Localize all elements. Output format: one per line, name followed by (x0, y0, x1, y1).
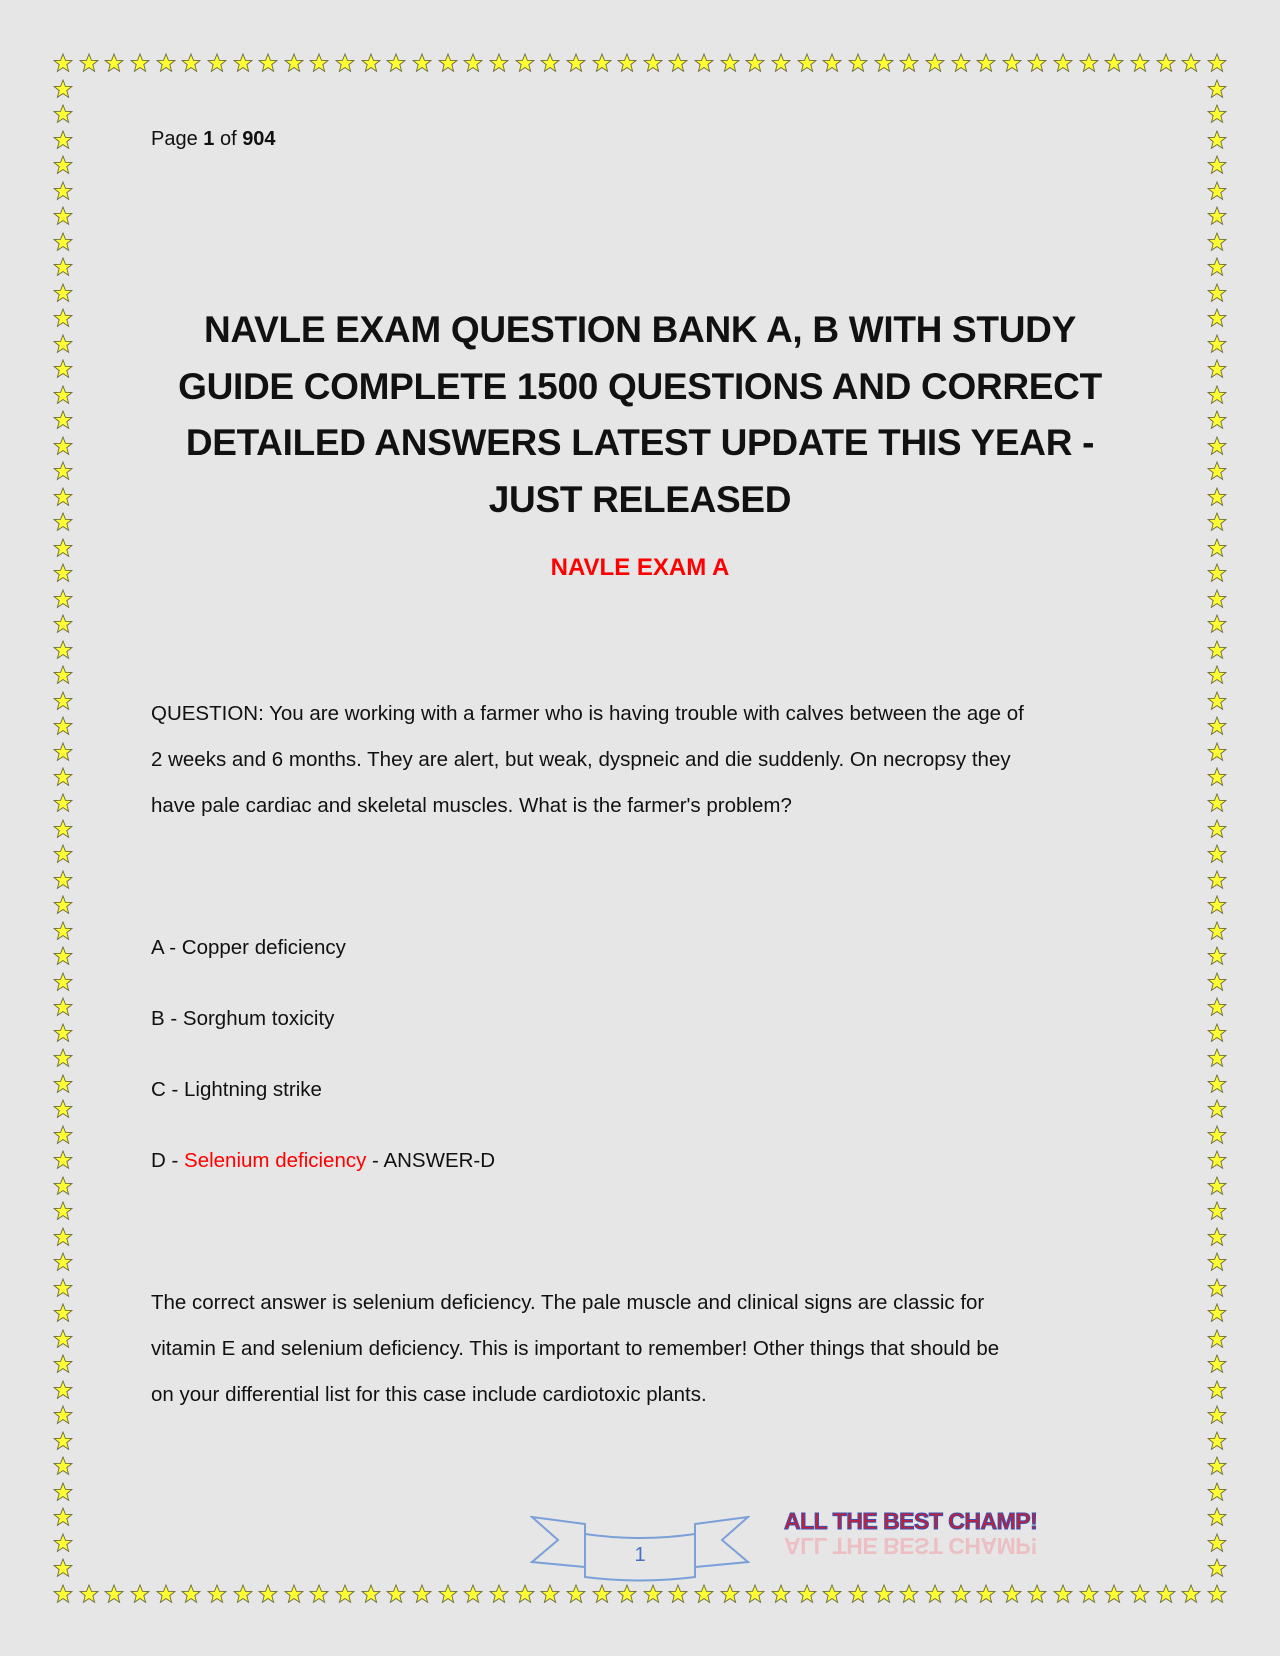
star-icon (53, 79, 73, 99)
star-icon (53, 461, 73, 481)
star-icon (1207, 104, 1227, 124)
star-icon (1207, 589, 1227, 609)
star-icon (874, 1584, 894, 1604)
star-icon (53, 1507, 73, 1527)
star-icon (694, 1584, 714, 1604)
star-icon (53, 181, 73, 201)
star-icon (1207, 359, 1227, 379)
star-icon (53, 895, 73, 915)
option-b: B - Sorghum toxicity (151, 1007, 335, 1030)
star-icon (1207, 1252, 1227, 1272)
star-icon (53, 1252, 73, 1272)
title-line: JUST RELEASED (488, 478, 792, 520)
answer-key: - ANSWER-D (366, 1149, 496, 1172)
motto-reflection: ALL THE BEST CHAMP! (784, 1533, 1038, 1559)
star-icon (515, 53, 535, 73)
page-current: 1 (203, 128, 215, 150)
star-icon (976, 53, 996, 73)
star-icon (1207, 819, 1227, 839)
star-icon (1053, 53, 1073, 73)
star-icon (720, 53, 740, 73)
star-icon (53, 793, 73, 813)
star-icon (181, 53, 201, 73)
star-icon (566, 1584, 586, 1604)
star-icon (412, 53, 432, 73)
title-line: GUIDE COMPLETE 1500 QUESTIONS AND CORRECT (178, 365, 1102, 407)
star-icon (1181, 53, 1201, 73)
star-icon (1207, 436, 1227, 456)
star-icon (79, 1584, 99, 1604)
star-icon (53, 257, 73, 277)
star-icon (720, 1584, 740, 1604)
star-icon (1207, 385, 1227, 405)
title-line: DETAILED ANSWERS LATEST UPDATE THIS YEAR - (185, 422, 1095, 463)
star-icon (53, 614, 73, 634)
star-icon (53, 1201, 73, 1221)
star-icon (1207, 53, 1227, 73)
star-icon (53, 1048, 73, 1068)
page-counter (151, 128, 276, 151)
star-icon (1207, 538, 1227, 558)
star-icon (899, 1584, 919, 1604)
star-icon (540, 1584, 560, 1604)
star-icon (1207, 1533, 1227, 1553)
star-icon (1207, 921, 1227, 941)
star-icon (412, 1584, 432, 1604)
section-heading: NAVLE EXAM A (550, 554, 730, 581)
star-icon (53, 410, 73, 430)
star-icon (53, 563, 73, 583)
star-icon (53, 997, 73, 1017)
star-icon (463, 53, 483, 73)
star-icon (1130, 1584, 1150, 1604)
star-icon (874, 53, 894, 73)
star-icon (1207, 1329, 1227, 1349)
star-icon (1207, 1558, 1227, 1578)
star-icon (1207, 461, 1227, 481)
star-icon (1027, 53, 1047, 73)
option-a: A - Copper deficiency (151, 936, 346, 959)
star-icon (335, 53, 355, 73)
star-icon (1130, 53, 1150, 73)
star-icon (53, 1303, 73, 1323)
star-icon (1207, 181, 1227, 201)
star-icon (1207, 1380, 1227, 1400)
star-icon (53, 844, 73, 864)
star-icon (1156, 1584, 1176, 1604)
star-icon (181, 1584, 201, 1604)
star-icon (53, 1150, 73, 1170)
star-icon (53, 1125, 73, 1145)
star-icon (592, 53, 612, 73)
star-icon (53, 1456, 73, 1476)
star-icon (1079, 1584, 1099, 1604)
star-icon (53, 283, 73, 303)
star-icon (643, 1584, 663, 1604)
star-icon (1207, 1507, 1227, 1527)
star-icon (1156, 53, 1176, 73)
document-title (130, 302, 1150, 528)
star-icon (797, 1584, 817, 1604)
star-icon (284, 53, 304, 73)
question-line: 2 weeks and 6 months. They are alert, but weak, dyspneic and die suddenly. On necropsy they (151, 748, 1011, 771)
motto-text: ALL THE BEST CHAMP! (784, 1508, 1038, 1534)
star-icon (925, 53, 945, 73)
star-icon (1207, 1048, 1227, 1068)
star-icon (53, 155, 73, 175)
star-icon (156, 1584, 176, 1604)
explanation-line: vitamin E and selenium deficiency. This is important to remember! Other things that should be (151, 1337, 1000, 1360)
star-icon (1207, 691, 1227, 711)
star-icon (53, 385, 73, 405)
star-icon (822, 1584, 842, 1604)
option-d (151, 1149, 495, 1173)
star-icon (1207, 563, 1227, 583)
star-icon (1207, 1099, 1227, 1119)
star-icon (489, 53, 509, 73)
star-icon (1207, 512, 1227, 532)
star-icon (1207, 844, 1227, 864)
star-icon (258, 53, 278, 73)
star-icon (489, 1584, 509, 1604)
star-icon (1207, 742, 1227, 762)
star-icon (53, 487, 73, 507)
star-icon (1207, 870, 1227, 890)
star-icon (1207, 232, 1227, 252)
star-icon (592, 1584, 612, 1604)
star-icon (1207, 767, 1227, 787)
star-icon (1104, 53, 1124, 73)
star-icon (617, 53, 637, 73)
star-icon (53, 972, 73, 992)
star-icon (1027, 1584, 1047, 1604)
star-icon (1207, 972, 1227, 992)
star-icon (1207, 334, 1227, 354)
star-icon (53, 538, 73, 558)
star-icon (1207, 1201, 1227, 1221)
star-icon (438, 1584, 458, 1604)
title-line: NAVLE EXAM QUESTION BANK A, B WITH STUDY (204, 309, 1076, 350)
star-icon (53, 819, 73, 839)
star-icon (79, 53, 99, 73)
star-icon (771, 53, 791, 73)
star-icon (386, 53, 406, 73)
star-icon (53, 1533, 73, 1553)
star-icon (207, 1584, 227, 1604)
star-icon (1181, 1584, 1201, 1604)
star-icon (1207, 997, 1227, 1017)
star-icon (53, 640, 73, 660)
star-icon (1207, 1278, 1227, 1298)
star-icon (1207, 1023, 1227, 1043)
star-icon (104, 53, 124, 73)
star-icon (53, 691, 73, 711)
explanation-line: on your differential list for this case include cardiotoxic plants. (151, 1383, 707, 1406)
star-icon (1079, 53, 1099, 73)
star-icon (53, 206, 73, 226)
star-icon (53, 1099, 73, 1119)
star-icon (53, 1380, 73, 1400)
star-icon (53, 921, 73, 941)
star-icon (361, 53, 381, 73)
correct-answer-text: Selenium deficiency (184, 1149, 367, 1172)
star-icon (463, 1584, 483, 1604)
star-icon (1207, 257, 1227, 277)
star-icon (643, 53, 663, 73)
star-icon (233, 53, 253, 73)
footer-page-number: 1 (634, 1544, 646, 1566)
star-icon (1207, 1176, 1227, 1196)
star-icon (1207, 1227, 1227, 1247)
star-icon (53, 1431, 73, 1451)
star-icon (53, 716, 73, 736)
star-icon (925, 1584, 945, 1604)
star-icon (438, 53, 458, 73)
star-icon (53, 130, 73, 150)
star-icon (976, 1584, 996, 1604)
question-line: QUESTION: You are working with a farmer who is having trouble with calves between the age of (151, 702, 1024, 725)
star-icon (53, 308, 73, 328)
star-icon (53, 436, 73, 456)
star-icon (53, 232, 73, 252)
star-icon (386, 1584, 406, 1604)
star-icon (1207, 410, 1227, 430)
star-icon (745, 1584, 765, 1604)
star-icon (822, 53, 842, 73)
star-icon (1207, 283, 1227, 303)
star-icon (1207, 1456, 1227, 1476)
star-icon (53, 1558, 73, 1578)
star-icon (566, 53, 586, 73)
star-icon (515, 1584, 535, 1604)
star-icon (1207, 487, 1227, 507)
star-icon (361, 1584, 381, 1604)
star-icon (848, 53, 868, 73)
star-icon (1207, 206, 1227, 226)
star-icon (668, 53, 688, 73)
star-icon (53, 742, 73, 762)
star-icon (1053, 1584, 1073, 1604)
star-icon (53, 1405, 73, 1425)
star-icon (335, 1584, 355, 1604)
star-icon (1207, 1405, 1227, 1425)
star-icon (797, 53, 817, 73)
star-icon (53, 1074, 73, 1094)
star-icon (53, 334, 73, 354)
star-icon (53, 1354, 73, 1374)
star-icon (53, 767, 73, 787)
star-icon (1207, 130, 1227, 150)
star-icon (156, 53, 176, 73)
question-line: have pale cardiac and skeletal muscles. What is the farmer's problem? (151, 794, 792, 817)
star-icon (771, 1584, 791, 1604)
star-icon (104, 1584, 124, 1604)
star-icon (258, 1584, 278, 1604)
star-icon (1207, 1431, 1227, 1451)
star-icon (53, 1329, 73, 1349)
star-icon (53, 1278, 73, 1298)
star-icon (53, 1227, 73, 1247)
star-icon (53, 359, 73, 379)
star-icon (1207, 79, 1227, 99)
star-icon (1207, 1354, 1227, 1374)
star-icon (1207, 1482, 1227, 1502)
star-icon (1104, 1584, 1124, 1604)
star-icon (617, 1584, 637, 1604)
star-icon (694, 53, 714, 73)
star-icon (1207, 716, 1227, 736)
star-icon (540, 53, 560, 73)
star-icon (53, 589, 73, 609)
star-icon (53, 946, 73, 966)
star-icon (284, 1584, 304, 1604)
star-icon (1207, 1125, 1227, 1145)
star-icon (53, 870, 73, 890)
star-icon (1002, 53, 1022, 73)
star-icon (53, 512, 73, 532)
star-icon (1207, 895, 1227, 915)
page-prefix: Page (151, 128, 204, 150)
star-icon (951, 1584, 971, 1604)
star-icon (1002, 1584, 1022, 1604)
star-icon (53, 104, 73, 124)
explanation-line: The correct answer is selenium deficiency. The pale muscle and clinical signs are classic for (151, 1291, 985, 1314)
star-icon (1207, 1584, 1227, 1604)
page-of: of (214, 128, 243, 150)
star-icon (1207, 946, 1227, 966)
star-icon (53, 1023, 73, 1043)
star-icon (1207, 640, 1227, 660)
star-icon (309, 1584, 329, 1604)
star-icon (233, 1584, 253, 1604)
star-icon (1207, 155, 1227, 175)
star-icon (53, 1176, 73, 1196)
star-icon (309, 53, 329, 73)
star-icon (951, 53, 971, 73)
star-icon (1207, 614, 1227, 634)
star-icon (1207, 665, 1227, 685)
star-icon (1207, 1074, 1227, 1094)
star-icon (899, 53, 919, 73)
star-icon (53, 1584, 73, 1604)
star-icon (668, 1584, 688, 1604)
star-icon (1207, 308, 1227, 328)
star-icon (207, 53, 227, 73)
option-d-prefix: D - (151, 1149, 185, 1172)
star-icon (53, 665, 73, 685)
star-icon (1207, 1150, 1227, 1170)
option-c: C - Lightning strike (151, 1078, 322, 1101)
star-icon (53, 53, 73, 73)
star-icon (130, 53, 150, 73)
star-icon (130, 1584, 150, 1604)
star-icon (53, 1482, 73, 1502)
star-icon (1207, 793, 1227, 813)
star-icon (1207, 1303, 1227, 1323)
star-icon (848, 1584, 868, 1604)
star-icon (745, 53, 765, 73)
page-total: 904 (242, 128, 276, 150)
